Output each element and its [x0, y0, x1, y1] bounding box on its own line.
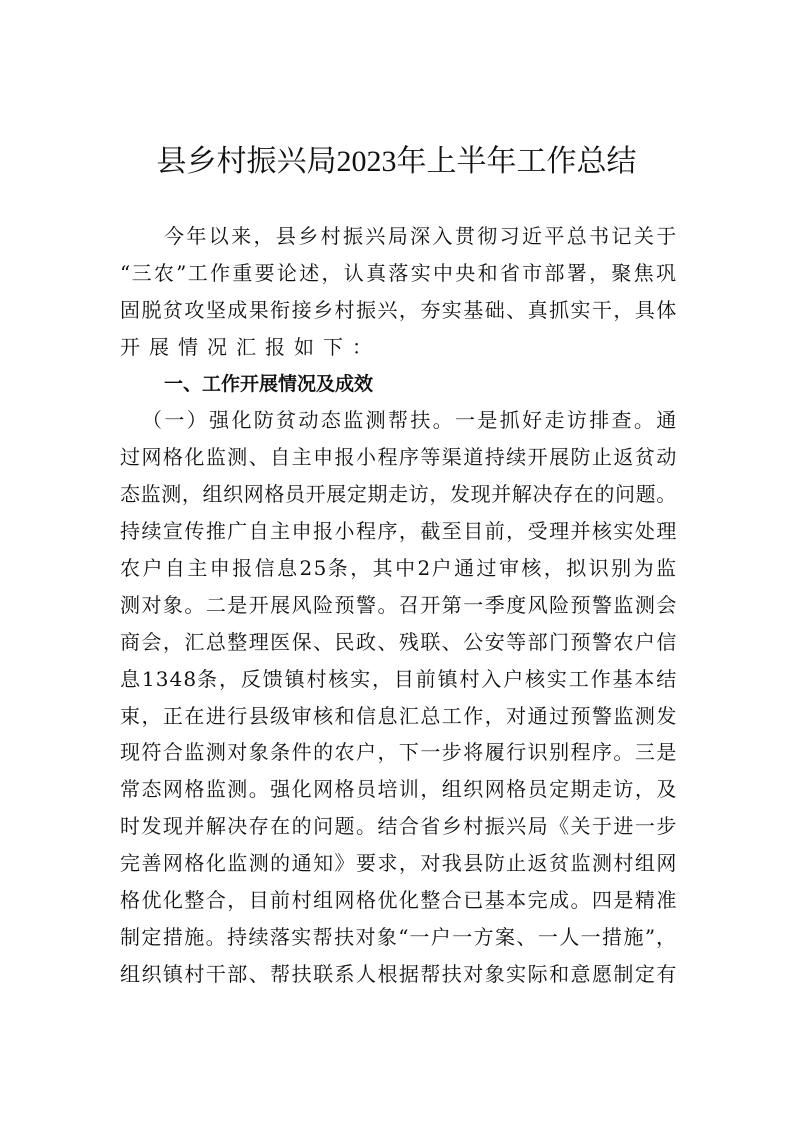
paragraph-line: 组 织 镇 村 干 部 、 帮 扶 联 系 人 根 据 帮 扶 对 象 实 际 和 意 愿 制 定 有	[120, 961, 677, 986]
paragraph-line: 固 脱 贫 攻 坚 成 果 衔 接 乡 村 振 兴 ， 夯 实 基 础 、 真 抓 实 干 ， 具 体	[120, 297, 677, 322]
paragraph-line: 过 网 格 化 监 测 、 自 主 申 报 小 程 序 等 渠 道 持 续 开 展 防 止 返 贫 动	[120, 445, 677, 470]
paragraph-line: 制 定 措 施 。 持 续 落 实 帮 扶 对 象 “ 一 户 一 方 案 、 一 人 一 措 施 ” ，	[120, 924, 676, 949]
paragraph-line: “ 三 农 ” 工 作 重 要 论 述 ， 认 真 落 实 中 央 和 省 市 部 署 ， 聚 焦 巩	[120, 260, 676, 285]
paragraph-line: 时 发 现 并 解 决 存 在 的 问 题 。 结 合 省 乡 村 振 兴 局 《 关 于 进 一 步	[120, 814, 677, 839]
paragraph-line: 测 对 象 。 二 是 开 展 风 险 预 警 。 召 开 第 一 季 度 风 险 预 警 监 测 会	[120, 592, 677, 617]
document-title: 县乡村振兴局2023年上半年工作总结	[156, 145, 637, 178]
document-body	[120, 218, 676, 993]
paragraph-line: 现 符 合 监 测 对 象 条 件 的 农 户 ， 下 一 步 将 履 行 识 别 程 序 。 三 是	[120, 740, 677, 765]
paragraph-line: 农 户 自 主 申 报 信 息 2 5 条 ， 其 中 2 户 通 过 审 核 ， 拟 识 别 为 监	[120, 556, 676, 581]
paragraph-line: 完 善 网 格 化 监 测 的 通 知 》 要 求 ， 对 我 县 防 止 返 贫 监 测 村 组 网	[120, 851, 677, 876]
paragraph-line: 持 续 宣 传 推 广 自 主 申 报 小 程 序 ， 截 至 目 前 ， 受 理 并 核 实 处 理	[120, 519, 677, 544]
paragraph-line: 常 态 网 格 监 测 。 强 化 网 格 员 培 训 ， 组 织 网 格 员 定 期 走 访 ， 及	[120, 777, 677, 802]
paragraph-line: 态 监 测 ， 组 织 网 格 员 开 展 定 期 走 访 ， 发 现 并 解 决 存 在 的 问 题 。	[120, 482, 677, 507]
paragraph-line: 束 ， 正 在 进 行 县 级 审 核 和 信 息 汇 总 工 作 ， 对 通 过 预 警 监 测 发	[120, 703, 677, 728]
paragraph-line: 开展情况汇报如下：	[120, 334, 381, 359]
paragraph-line: （ 一 ） 强 化 防 贫 动 态 监 测 帮 扶 。 一 是 抓 好 走 访 排 查 。 通	[142, 408, 677, 433]
section-heading: 一、工作开展情况及成效	[164, 372, 374, 395]
paragraph-line: 格 优 化 整 合 ， 目 前 村 组 网 格 优 化 整 合 已 基 本 完 成 。 四 是 精 准	[120, 888, 677, 913]
paragraph-line: 息 1 3 4 8 条 ， 反 馈 镇 村 核 实 ， 目 前 镇 村 入 户 核 实 工 作 基 本 结	[120, 666, 677, 691]
paragraph-line: 今 年 以 来 ， 县 乡 村 振 兴 局 深 入 贯 彻 习 近 平 总 书 记 关 于	[164, 224, 677, 248]
paragraph-line: 商 会 ， 汇 总 整 理 医 保 、 民 政 、 残 联 、 公 安 等 部 门 预 警 农 户 信	[120, 629, 677, 654]
